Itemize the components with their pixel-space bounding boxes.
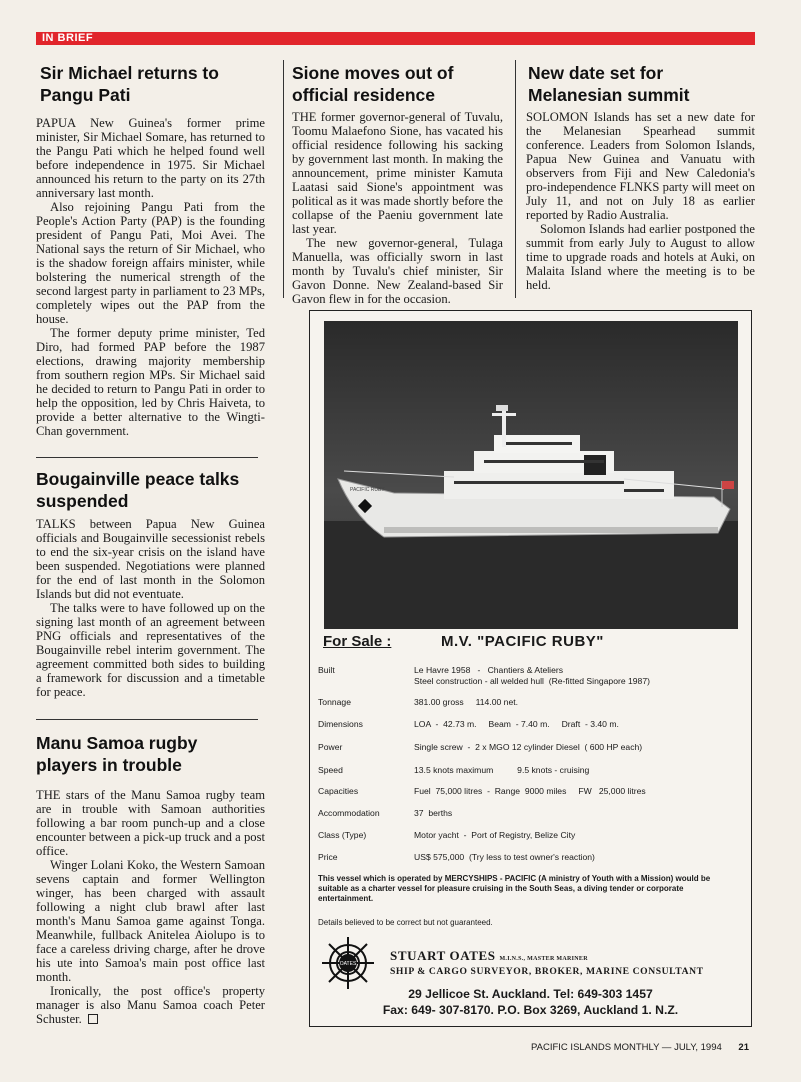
spec-value: Le Havre 1958 - Chantiers & Ateliers bbox=[414, 665, 564, 675]
broker-qualifications: M.I.N.S., MASTER MARINER bbox=[499, 956, 588, 962]
paragraph: Solomon Islands had earlier postponed the summit from early July to August to allow time to upgrade roads and hotels at Auki, on Malaita Island where the meeting is to be held. bbox=[526, 222, 755, 292]
end-mark-icon bbox=[88, 1014, 98, 1024]
vessel-name: M.V. "PACIFIC RUBY" bbox=[441, 633, 604, 650]
paragraph: Winger Lolani Koko, the Western Samoan sevens captain and former Wellington winger, has been charged with assault following a night club brawl after last month's Manu Samoa game against Tonga. Meanwhile, fullback Anitelea Aiolupo is to face a careless driving charge, after he drove his ute into Samoa's main post office last month. bbox=[36, 858, 265, 984]
broker-role: SHIP & CARGO SURVEYOR, BROKER, MARINE CONSULTANT bbox=[390, 966, 704, 977]
spec-value: Steel construction - all welded hull (Re-fitted Singapore 1987) bbox=[414, 676, 650, 686]
spec-key: Class (Type) bbox=[318, 830, 367, 840]
spec-key: Tonnage bbox=[318, 697, 351, 707]
paragraph: PAPUA New Guinea's former prime minister, Sir Michael Somare, has returned to the Pangu Pati which he helped found well before independence in 1975. Sir Michael announced his return to the party on its 27th anniversary last month. bbox=[36, 116, 265, 200]
spec-key: Accommodation bbox=[318, 808, 380, 818]
paragraph: TALKS between Papua New Guinea officials and Bougainville secessionist rebels to end the six-year crisis on the island have been suspended. Negotiations were planned for the end of last month in the Solomon Islands but did not eventuate. bbox=[36, 517, 265, 601]
paragraph: SOLOMON Islands has set a new date for the Melanesian Spearhead summit conference. Leaders from Solomon Islands, Papua New Guinea and Vanuatu with observers from Fiji and New Caledonia's pro-independence FLNKS party will meet on July 11, and not on July 18 as earlier reported by Radio Australia. bbox=[526, 110, 755, 222]
headline-bougainville: Bougainville peace talks suspended bbox=[36, 469, 240, 511]
publication-info: PACIFIC ISLANDS MONTHLY — JULY, 1994 bbox=[531, 1042, 722, 1053]
paragraph: The new governor-general, Tulaga Manuella, was officially sworn in last month by Tuvalu's chief minister, Sir Gavon Donne. New Zealand-based Sir Gavon flew in for the occasion. bbox=[292, 236, 503, 306]
article-bougainville bbox=[36, 517, 265, 699]
headline-manu-samoa: Manu Samoa rugby players in trouble bbox=[36, 733, 198, 775]
spec-key: Capacities bbox=[318, 786, 359, 796]
headline-somare: Sir Michael returns to Pangu Pati bbox=[40, 63, 219, 105]
paragraph-text: Ironically, the post office's property manager is also Manu Samoa coach Peter Schuster. bbox=[36, 984, 265, 1026]
article-divider bbox=[36, 719, 258, 720]
ship-photo bbox=[324, 321, 738, 629]
article-divider bbox=[36, 457, 258, 458]
spec-value: 13.5 knots maximum 9.5 knots - cruising bbox=[414, 765, 590, 775]
broker-name-text: STUART OATES bbox=[390, 948, 496, 963]
for-sale-advertisement bbox=[309, 310, 752, 1027]
hull-name-text: PACIFIC RUBY bbox=[350, 487, 385, 493]
fax-line: Fax: 649- 307-8170. P.O. Box 3269, Auckland 1. N.Z. bbox=[382, 1003, 679, 1017]
logo-text: OATES bbox=[339, 961, 357, 967]
section-banner bbox=[36, 32, 755, 45]
paragraph bbox=[36, 984, 265, 1026]
article-sione bbox=[292, 110, 503, 306]
for-sale-label: For Sale : bbox=[323, 633, 392, 650]
spec-value: LOA - 42.73 m. Beam - 7.40 m. Draft - 3.40 m. bbox=[414, 719, 619, 729]
paragraph: The talks were to have followed up on the signing last month of an agreement between PNG officials and representatives of the Bougainville rebel interim government. The agreement committed both sides to building a framework for discussion and a timetable for peace. bbox=[36, 601, 265, 699]
spec-value: 37 berths bbox=[414, 808, 453, 818]
spec-key: Built bbox=[318, 665, 335, 675]
headline-melanesian: New date set for Melanesian summit bbox=[528, 63, 690, 105]
article-manu-samoa bbox=[36, 788, 265, 1026]
page-number: 21 bbox=[738, 1042, 749, 1053]
spec-key: Speed bbox=[318, 765, 343, 775]
column-divider bbox=[515, 60, 516, 298]
paragraph: THE former governor-general of Tuvalu, Toomu Malaefono Sione, has vacated his official residence following his sacking by government last month. In making the announcement, prime minister Kamuta Laatasi said Sione's appointment was political as it was made shortly before the collapse of the Paeniu government late last year. bbox=[292, 110, 503, 236]
operated-note: This vessel which is operated by MERCYSHIPS - PACIFIC (A ministry of Youth with a Mission) would be suitable as a charter vessel for pleasure cruising in the South Seas, a diving tender or corporate entertainment. bbox=[318, 874, 711, 903]
spec-key: Power bbox=[318, 742, 343, 752]
address-line: 29 Jellicoe St. Auckland. Tel: 649-303 1457 bbox=[408, 987, 653, 1001]
spec-key: Price bbox=[318, 852, 338, 862]
spec-value: 381.00 gross 114.00 net. bbox=[414, 697, 518, 707]
spec-value: Single screw - 2 x MGO 12 cylinder Diesel ( 600 HP each) bbox=[414, 742, 643, 752]
paragraph: Also rejoining Pangu Pati from the People's Action Party (PAP) is the founding president of Pangu Pati, Moi Avei. The National says the return of Sir Michael, who is the shadow foreign affairs minister, while bolstering the numerical strength of the second largest party in parliament to 23 MPs, completely wipes out the PAP from the house. bbox=[36, 200, 265, 326]
spec-value: Motor yacht - Port of Registry, Belize City bbox=[414, 830, 576, 840]
column-divider bbox=[283, 60, 284, 298]
section-label: IN BRIEF bbox=[42, 32, 94, 44]
ships-wheel-logo-icon bbox=[318, 933, 378, 993]
page-footer bbox=[531, 1042, 749, 1053]
spec-value: US$ 575,000 (Try less to test owner's reaction) bbox=[414, 852, 595, 862]
details-disclaimer: Details believed to be correct but not guaranteed. bbox=[318, 918, 493, 927]
article-melanesian bbox=[526, 110, 755, 292]
headline-sione: Sione moves out of official residence bbox=[292, 63, 454, 105]
article-somare bbox=[36, 116, 265, 438]
broker-name bbox=[390, 948, 588, 964]
paragraph: The former deputy prime minister, Ted Diro, had formed PAP before the 1987 elections, drawing majority membership from southern region MPs. Sir Michael said he decided to return to Pangu Pati in order to help the opposition, led by Chris Haiveta, to provide a better alternative to the Wingti-Chan government. bbox=[36, 326, 265, 438]
spec-value: Fuel 75,000 litres - Range 9000 miles FW 25,000 litres bbox=[414, 786, 646, 796]
spec-key: Dimensions bbox=[318, 719, 363, 729]
for-sale-heading bbox=[323, 633, 604, 650]
paragraph: THE stars of the Manu Samoa rugby team are in trouble with Samoan authorities following a bar room punch-up and a close encounter between a pick-up truck and a post office. bbox=[36, 788, 265, 858]
